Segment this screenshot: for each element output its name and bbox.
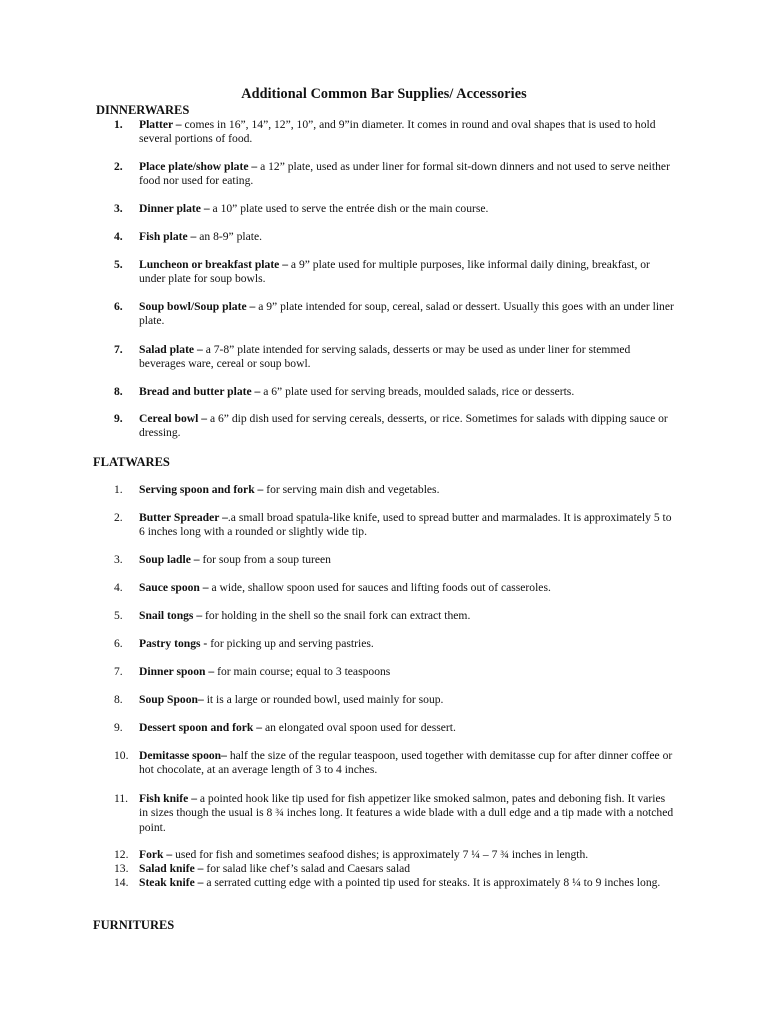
flatware-item-term: Sauce spoon: [139, 581, 200, 594]
flatware-item-description: a wide, shallow spoon used for sauces and lifting foods out of casseroles.: [211, 581, 551, 594]
dinnerware-item-description: a 12” plate, used as under liner for formal sit-down dinners and not used to serve neither food nor used for eating.: [139, 160, 670, 188]
flatware-item-separator: –: [199, 581, 212, 594]
flatware-item-description: for holding in the shell so the snail fork can extract them.: [205, 609, 471, 622]
flatware-item-text: [139, 848, 674, 862]
flatware-item-separator: –: [254, 483, 267, 496]
flatware-item-text: [139, 693, 674, 707]
flatware-item-separator: –: [197, 693, 207, 706]
flatware-item-separator: –: [221, 749, 230, 762]
flatware-item-text: [139, 609, 674, 623]
flatware-item-number: 10.: [114, 749, 129, 762]
section-heading-dinnerwares: DINNERWARES: [96, 103, 190, 117]
flatware-item-separator: –: [193, 609, 206, 622]
flatware-item-term: Steak knife: [139, 876, 195, 889]
dinnerware-item-number: 8.: [114, 385, 123, 398]
flatware-item-text: [139, 721, 674, 735]
flatware-item-description: it is a large or rounded bowl, used mainly for soup.: [206, 693, 444, 706]
dinnerware-item-separator: –: [198, 412, 210, 425]
dinnerware-item-separator: –: [172, 118, 185, 131]
flatware-item-separator: –: [194, 876, 207, 889]
flatware-item-separator: –: [219, 511, 228, 524]
dinnerware-item-text: [139, 343, 674, 372]
dinnerware-item-term: Dinner plate: [139, 202, 201, 215]
flatware-item-description: .a small broad spatula-like knife, used to spread butter and marmalades. It is approximately 5 to 6 inches long with a rounded or slightly wide tip.: [139, 511, 672, 539]
flatware-item-separator: –: [163, 848, 176, 861]
dinnerware-item-text: [139, 118, 674, 147]
dinnerware-item-number: 3.: [114, 202, 123, 215]
dinnerware-item-number: 7.: [114, 343, 123, 356]
dinnerware-item-number: 9.: [114, 412, 123, 425]
flatware-item-description: for salad like chef’s salad and Caesars salad: [206, 862, 411, 875]
dinnerware-item-term: Soup bowl/Soup plate: [139, 300, 247, 313]
flatware-item-number: 13.: [114, 862, 129, 875]
flatware-item-text: [139, 862, 674, 876]
flatware-item-text: [139, 665, 674, 679]
flatware-item-number: 9.: [114, 721, 123, 734]
dinnerware-item-text: [139, 258, 674, 287]
dinnerware-item-number: 2.: [114, 160, 123, 173]
dinnerware-item-term: Bread and butter plate: [139, 385, 252, 398]
flatware-item-text: [139, 483, 674, 497]
flatware-item-term: Soup Spoon: [139, 693, 198, 706]
flatware-item-term: Fork: [139, 848, 164, 861]
dinnerware-item-text: [139, 412, 674, 441]
flatware-item-number: 5.: [114, 609, 123, 622]
flatware-item-description: for serving main dish and vegetables.: [266, 483, 440, 496]
flatware-item-number: 14.: [114, 876, 129, 889]
flatware-item-number: 2.: [114, 511, 123, 524]
flatware-item-separator: -: [200, 637, 211, 650]
dinnerware-item-description: a 7-8” plate intended for serving salads, desserts or may be used as under liner for stemmed beverages ware, cereal or soup bowl.: [139, 343, 631, 371]
dinnerware-item-separator: –: [251, 385, 264, 398]
dinnerware-item-separator: –: [194, 343, 206, 356]
flatware-item-description: used for fish and sometimes seafood dishes; is approximately 7 ¼ – 7 ¾ inches in length.: [175, 848, 589, 861]
dinnerware-item-number: 1.: [114, 118, 123, 131]
flatware-item-text: [139, 749, 674, 778]
dinnerware-item-separator: –: [246, 300, 259, 313]
flatware-item-number: 8.: [114, 693, 123, 706]
dinnerware-item-description: a 9” plate used for multiple purposes, like informal daily dining, breakfast, or under plate for soup bowls.: [139, 258, 650, 286]
dinnerware-item-term: Luncheon or breakfast plate: [139, 258, 280, 271]
flatware-item-text: [139, 511, 674, 540]
dinnerware-item-text: [139, 230, 674, 244]
flatware-item-text: [139, 792, 674, 835]
dinnerware-item-separator: –: [187, 230, 200, 243]
flatware-item-term: Butter Spreader: [139, 511, 220, 524]
flatware-item-term: Dinner spoon: [139, 665, 206, 678]
dinnerware-item-number: 4.: [114, 230, 123, 243]
flatware-item-number: 7.: [114, 665, 123, 678]
dinnerware-item-term: Fish plate: [139, 230, 188, 243]
flatware-item-number: 1.: [114, 483, 123, 496]
dinnerware-item-description: a 6” dip dish used for serving cereals, desserts, or rice. Sometimes for salads with dipping sauce or dressing.: [139, 412, 668, 440]
flatware-item-term: Dessert spoon and fork: [139, 721, 254, 734]
flatware-item-number: 11.: [114, 792, 129, 805]
dinnerware-item-number: 6.: [114, 300, 123, 313]
flatware-item-term: Soup ladle: [139, 553, 191, 566]
dinnerware-item-text: [139, 160, 674, 189]
flatware-item-description: for soup from a soup tureen: [202, 553, 331, 566]
flatware-item-description: half the size of the regular teaspoon, used together with demitasse cup for after dinner coffee or hot chocolate, at an average length of 3 to 4 inches.: [139, 749, 673, 777]
dinnerware-item-description: comes in 16”, 14”, 12”, 10”, and 9”in diameter. It comes in round and oval shapes that is used to hold several portions of food.: [139, 118, 656, 146]
flatware-item-term: Demitasse spoon: [139, 749, 222, 762]
dinnerware-item-text: [139, 385, 674, 399]
dinnerware-item-text: [139, 202, 674, 216]
flatware-item-description: an elongated oval spoon used for dessert.: [264, 721, 456, 734]
flatware-item-text: [139, 876, 674, 890]
dinnerware-item-description: a 9” plate intended for soup, cereal, salad or dessert. Usually this goes with an under liner plate.: [139, 300, 674, 328]
dinnerware-item-separator: –: [200, 202, 213, 215]
dinnerware-item-text: [139, 300, 674, 329]
dinnerware-item-term: Salad plate: [139, 343, 195, 356]
flatware-item-term: Salad knife: [139, 862, 195, 875]
flatware-item-text: [139, 553, 674, 567]
dinnerware-item-term: Platter: [139, 118, 173, 131]
flatware-item-number: 12.: [114, 848, 129, 861]
flatware-item-separator: –: [188, 792, 200, 805]
dinnerware-item-description: a 6” plate used for serving breads, moulded salads, rice or desserts.: [263, 385, 575, 398]
flatware-item-separator: –: [190, 553, 203, 566]
flatware-item-description: for main course; equal to 3 teaspoons: [217, 665, 391, 678]
flatware-item-text: [139, 581, 674, 595]
section-heading-furnitures: FURNITURES: [93, 918, 175, 932]
document-title: Additional Common Bar Supplies/ Accessories: [241, 86, 527, 102]
dinnerware-item-description: a 10” plate used to serve the entrée dish or the main course.: [212, 202, 489, 215]
flatware-item-number: 3.: [114, 553, 123, 566]
flatware-item-number: 6.: [114, 637, 123, 650]
flatware-item-number: 4.: [114, 581, 123, 594]
flatware-item-term: Serving spoon and fork: [139, 483, 255, 496]
flatware-item-text: [139, 637, 674, 651]
flatware-item-description: for picking up and serving pastries.: [210, 637, 374, 650]
flatware-item-term: Snail tongs: [139, 609, 194, 622]
flatware-item-separator: –: [205, 665, 218, 678]
flatware-item-description: a pointed hook like tip used for fish appetizer like smoked salmon, pates and deboning fish. It varies in sizes though the usual is 8 ¾ inches long. It features a wide blade with a dull edge and a tip made with a notched point.: [139, 792, 674, 834]
flatware-item-separator: –: [253, 721, 265, 734]
flatware-item-description: a serrated cutting edge with a pointed tip used for steaks. It is approximately 8 ¼ to 9 inches long.: [206, 876, 661, 889]
dinnerware-item-separator: –: [248, 160, 261, 173]
dinnerware-item-description: an 8-9” plate.: [199, 230, 263, 243]
section-heading-flatwares: FLATWARES: [93, 455, 170, 469]
dinnerware-item-number: 5.: [114, 258, 123, 271]
dinnerware-item-separator: –: [279, 258, 291, 271]
flatware-item-term: Fish knife: [139, 792, 189, 805]
dinnerware-item-term: Place plate/show plate: [139, 160, 249, 173]
flatware-item-term: Pastry tongs: [139, 637, 201, 650]
flatware-item-separator: –: [194, 862, 207, 875]
dinnerware-item-term: Cereal bowl: [139, 412, 199, 425]
